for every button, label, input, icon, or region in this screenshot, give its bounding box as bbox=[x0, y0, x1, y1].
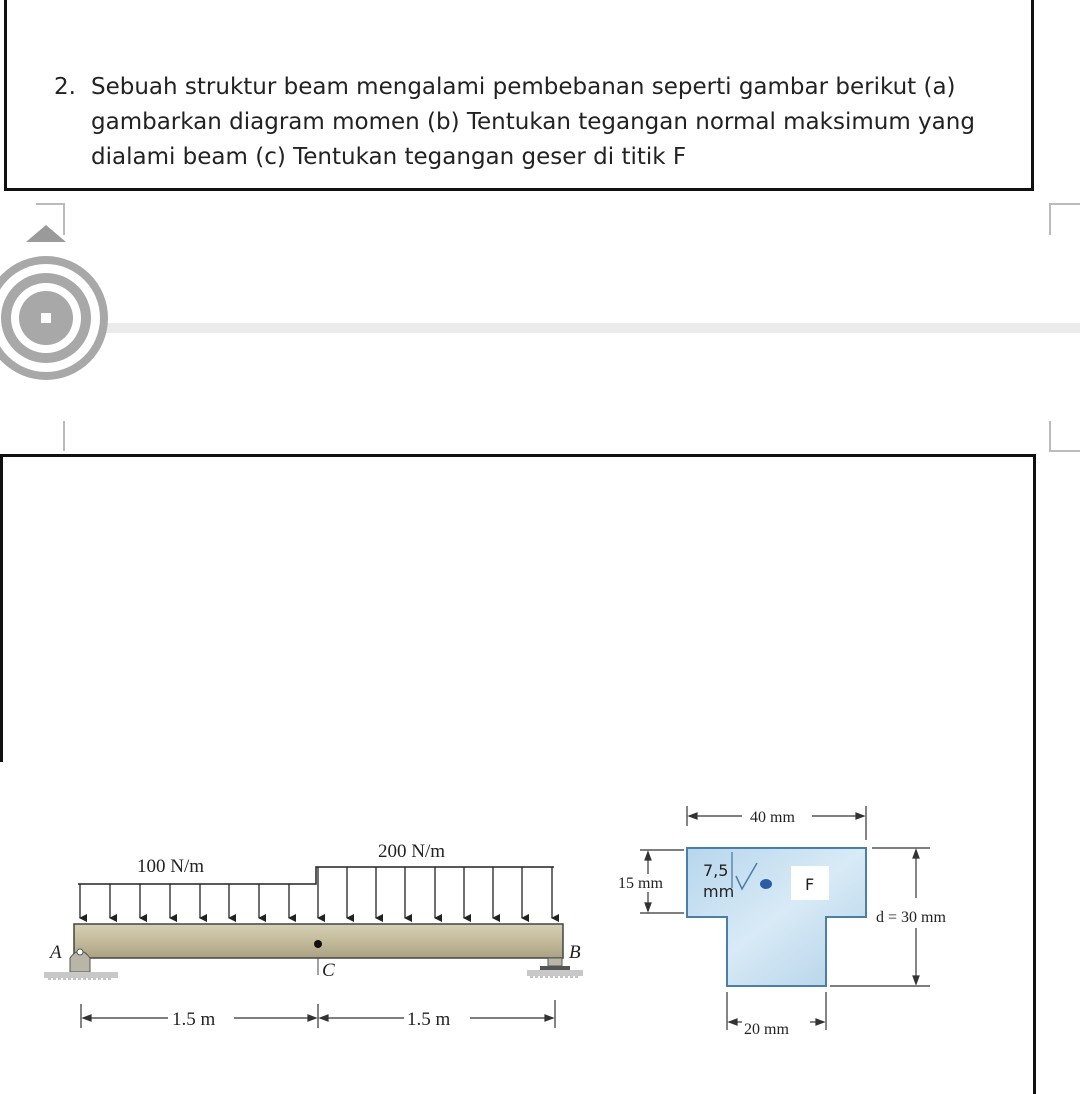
web-width-label: 20 mm bbox=[744, 1021, 789, 1038]
point-f-label: F bbox=[805, 875, 815, 894]
span-dimension-lines bbox=[81, 1000, 555, 1028]
load-arrows-right bbox=[318, 867, 552, 918]
point-c-dot bbox=[314, 940, 322, 948]
depth-label: d = 30 mm bbox=[876, 909, 946, 926]
load-right-label: 200 N/m bbox=[378, 841, 446, 862]
question-text: Sebuah struktur beam mengalami pembebanan seperti gambar berikut (a) gambarkan diagram momen (b) Tentukan tegangan normal maksimum yang dialami beam (c) Tentukan tegangan geser di titik F bbox=[91, 74, 975, 170]
point-f-depth-value: 7,5 bbox=[703, 861, 729, 880]
question-number: 2. bbox=[54, 74, 76, 100]
flange-thickness-label: 15 mm bbox=[618, 875, 663, 892]
span-right-label: 1.5 m bbox=[407, 1009, 451, 1030]
support-b-label: B bbox=[569, 942, 581, 963]
point-c-label: C bbox=[322, 960, 335, 981]
support-a-label: A bbox=[50, 942, 62, 963]
point-f-dot bbox=[760, 879, 772, 889]
cross-section-diagram bbox=[618, 806, 946, 1038]
load-left-label: 100 N/m bbox=[137, 856, 205, 877]
point-f-depth-unit: mm bbox=[703, 882, 735, 901]
span-left-label: 1.5 m bbox=[172, 1009, 216, 1030]
top-width-label: 40 mm bbox=[750, 809, 795, 826]
load-arrows-left bbox=[80, 884, 289, 918]
beam-diagram bbox=[44, 841, 583, 1030]
